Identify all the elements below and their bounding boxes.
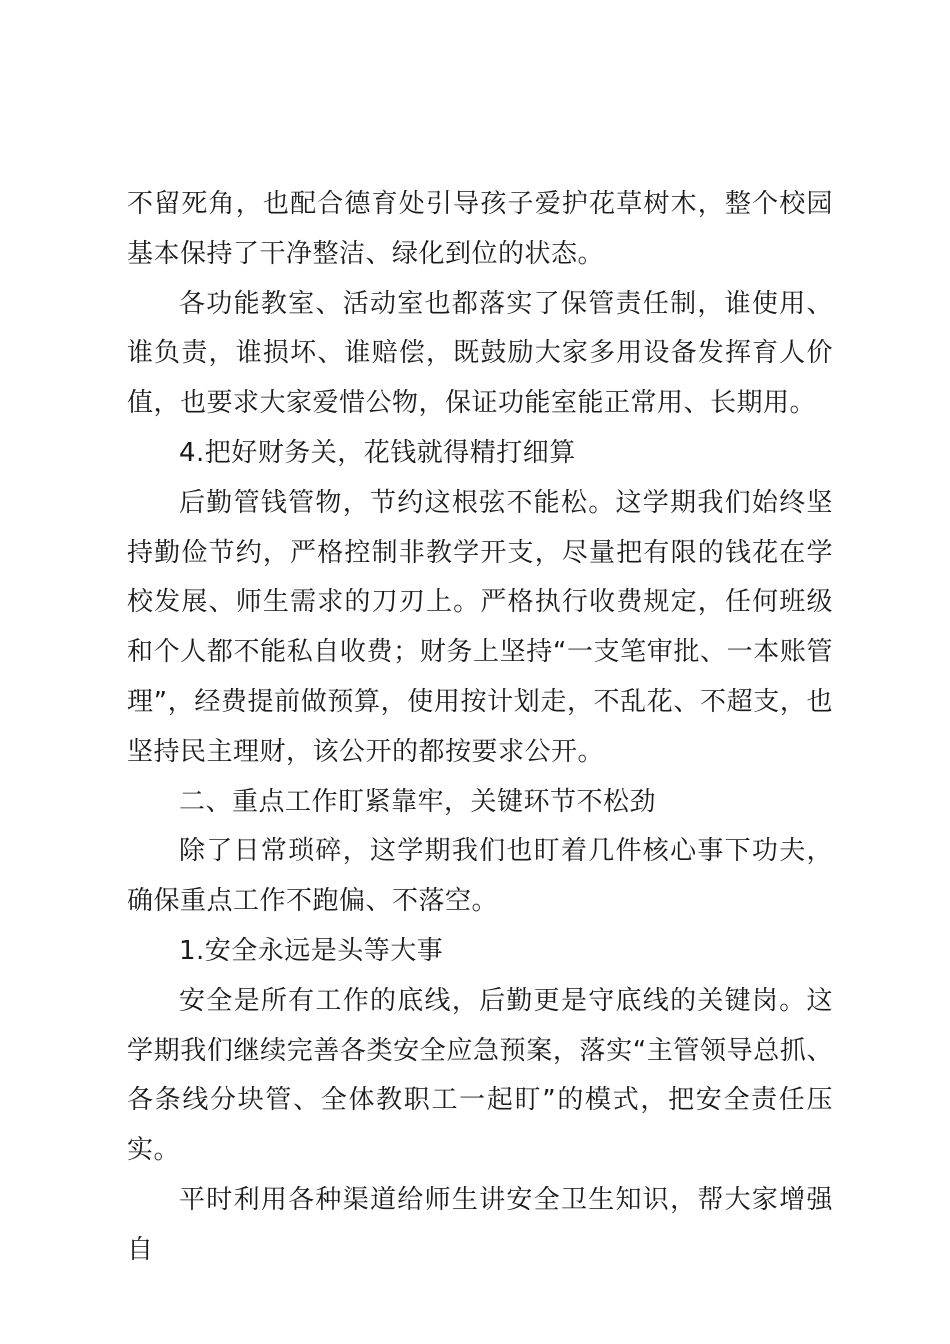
section-heading-key-work: 二、重点工作盯紧靠牢，关键环节不松劲 (179, 786, 657, 817)
paragraph-function-rooms: 各功能教室、活动室也都落实了保管责任制，谁使用、谁负责，谁损坏、谁赔偿，既鼓励大家多用设备发挥育人价值，也要求大家爱惜公物，保证功能室能正常用、长期用。 (127, 288, 833, 419)
paragraph-finance: 后勤管钱管物，节约这根弦不能松。这学期我们始终坚持勤俭节约，严格控制非教学开支，尽量把有限的钱花在学校发展、师生需求的刀刃上。严格执行收费规定，任何班级和个人都不能私自收费；财务上坚持“一支笔审批、一本账管理”，经费提前做预算，使用按计划走，不乱花、不超支，也坚持民主理财，该公开的都按要求公开。 (127, 487, 833, 767)
paragraph-safety-education: 平时利用各种渠道给师生讲安全卫生知识，帮大家增强自 (127, 1184, 833, 1265)
paragraph-campus-environment: 不留死角，也配合德育处引导孩子爱护花草树木，整个校园基本保持了干净整洁、绿化到位的状态。 (127, 189, 833, 269)
paragraph-key-work-intro: 除了日常琐碎，这学期我们也盯着几件核心事下功夫，确保重点工作不跑偏、不落空。 (127, 836, 833, 917)
paragraph-safety: 安全是所有工作的底线，后勤更是守底线的关键岗。这学期我们继续完善各类安全应急预案，落实“主管领导总抓、各条线分块管、全体教职工一起盯”的模式，把安全责任压实。 (127, 985, 833, 1166)
document-page (127, 180, 833, 1276)
section-heading-finance: 4.把好财务关，花钱就得精打细算 (179, 437, 576, 468)
section-heading-safety: 1.安全永远是头等大事 (179, 935, 444, 966)
